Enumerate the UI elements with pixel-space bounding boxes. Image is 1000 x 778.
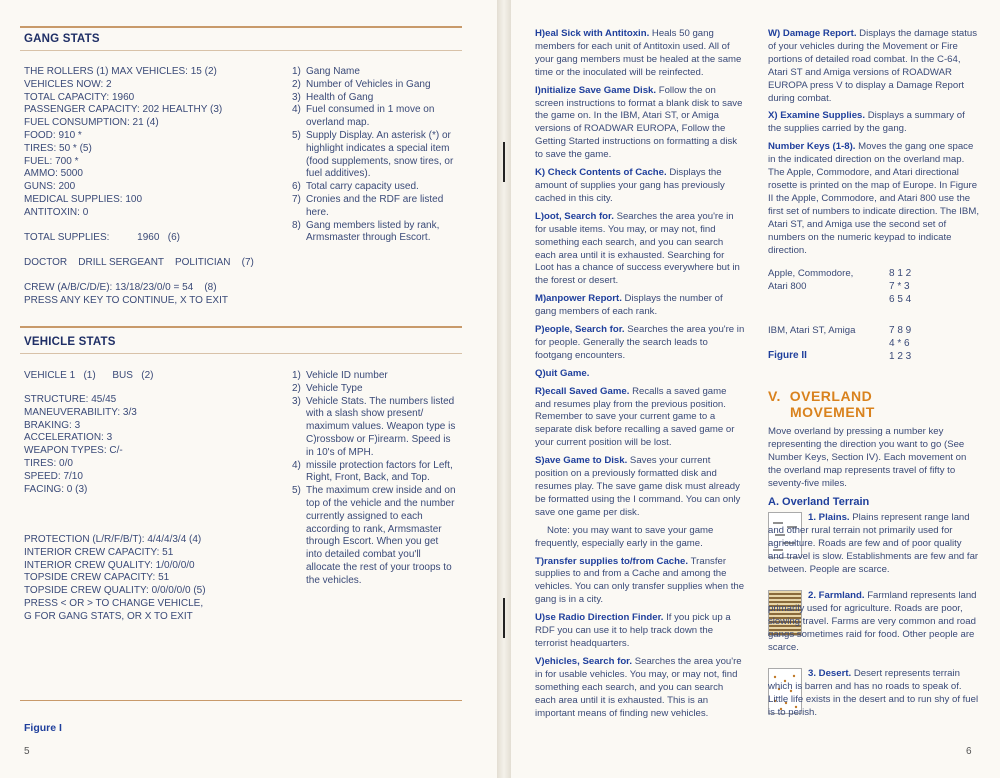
command-key: V)ehicles, Search for. (535, 655, 635, 667)
command-key: L)oot, Search for. (535, 210, 617, 222)
command-entry (535, 368, 745, 381)
note-item (292, 460, 456, 486)
note-item (292, 66, 456, 79)
command-entry (768, 110, 980, 136)
note-number: 4) (292, 104, 301, 116)
note-item (292, 130, 456, 181)
vehicle-bottom-line: PROTECTION (L/R/F/B/T): 4/4/4/3/4 (4) (24, 534, 202, 545)
command-entry (535, 85, 745, 162)
gang-stat-line: AMMO: 5000 (24, 168, 83, 180)
gang-stat-line: TOTAL CAPACITY: 1960 (24, 91, 135, 103)
note-item (292, 383, 456, 396)
command-key: Q)uit Game. (535, 367, 590, 379)
subsection-heading: A. Overland Terrain (768, 496, 870, 508)
note-number: 5) (292, 485, 301, 497)
command-entry (535, 28, 745, 80)
vehicle-sub-rule (20, 353, 462, 354)
vehicle-stat-line: SPEED: 7/10 (24, 470, 83, 482)
command-text: Heals 50 gang members for each unit of Antitoxin used. All of your gang members must be healed at the same time or the inoculated will be reinfected. (535, 28, 742, 78)
gang-stat-line: VEHICLES NOW: 2 (24, 78, 112, 90)
gang-stat-line: FUEL: 700 * (24, 155, 79, 167)
command-entry (535, 455, 745, 520)
command-key: T)ransfer supplies to/from Cache. (535, 555, 691, 567)
vehicle-stat-line: ACCELERATION: 3 (24, 432, 113, 444)
rosette-row: 4 * 6 (889, 337, 910, 349)
figure-1-label: Figure I (24, 722, 62, 734)
rosette-2-label: IBM, Atari ST, Amiga (768, 325, 856, 336)
note-item (292, 92, 456, 105)
terrain-key: 1. Plains. (808, 512, 853, 523)
command-key: Number Keys (1-8). (768, 141, 859, 153)
vehicle-bottom-line: INTERIOR CREW QUALITY: 1/0/0/0/0 (24, 559, 195, 571)
command-entry (535, 525, 745, 551)
terrain-entry (768, 590, 980, 655)
command-text: Note: you may want to save your game frequently, especially early in the game. (535, 524, 714, 549)
vehicle-stats-title: VEHICLE STATS (24, 336, 116, 348)
command-entry (535, 324, 745, 363)
note-text: Vehicle Type (306, 382, 363, 394)
terrain-key: 2. Farmland. (808, 590, 868, 601)
note-number: 2) (292, 382, 301, 394)
command-key: H)eal Sick with Antitoxin. (535, 28, 652, 39)
note-number: 3) (292, 395, 301, 407)
gang-top-rule (20, 26, 462, 28)
note-text: Supply Display. An asterisk (*) or highlight indicates a special item (food supplements, snow tires, or fuel additives). (306, 129, 454, 180)
gang-stat-line: ANTITOXIN: 0 (24, 206, 89, 218)
command-text: Transfer supplies to and from a Cache and among the vehicles. You can only transfer supplies when the gang is in a city. (535, 555, 745, 606)
note-text: Gang members listed by rank, Armsmaster through Escort. (306, 219, 440, 244)
vehicle-stat-line: STRUCTURE: 45/45 (24, 394, 117, 405)
gang-stat-line: PASSENGER CAPACITY: 202 HEALTHY (3) (24, 104, 223, 116)
right-page (511, 0, 1000, 778)
note-number: 8) (292, 219, 301, 231)
command-key: K) Check Contents of Cache. (535, 167, 670, 179)
vehicle-bottom-line: G FOR GANG STATS, OR X TO EXIT (24, 610, 193, 622)
note-number: 6) (292, 181, 301, 193)
note-number: 2) (292, 78, 301, 90)
command-text: If you pick up a RDF you can use it to help track down the terrorist headquarters. (535, 612, 731, 649)
gang-stats-lines (24, 66, 222, 220)
command-key: P)eople, Search for. (535, 324, 628, 336)
command-entry (535, 386, 745, 451)
note-text: missile protection factors for Left, Right, Front, Back, and Top. (306, 459, 453, 484)
vehicle-bottom-line: INTERIOR CREW CAPACITY: 51 (24, 546, 174, 558)
rosette-row: 1 2 3 (889, 350, 912, 362)
left-page (0, 0, 497, 778)
note-item (292, 104, 456, 130)
note-item (292, 194, 456, 220)
vehicle-stat-line: FACING: 0 (3) (24, 483, 88, 495)
command-entry (535, 612, 745, 651)
rosette-row: 6 5 4 (889, 293, 912, 305)
note-item (292, 396, 456, 460)
vehicle-bottom-line: TOPSIDE CREW CAPACITY: 51 (24, 572, 170, 584)
command-key: W) Damage Report. (768, 28, 860, 39)
terrain-text: Desert represents terrain which is barren and has no roads to speak of. Little life exists in the desert and to run shy of fuel is to perish. (768, 668, 979, 718)
vehicle-stat-line: TIRES: 0/0 (24, 457, 73, 469)
command-text: Saves your current position on a previously formatted disk and resumes play. The save game disk must already be formatted using the I command. You can only save one game per disk. (535, 455, 741, 518)
commands-column-1 (535, 28, 745, 725)
vehicle-top-rule (20, 326, 462, 328)
rosette-row: 7 * 3 (889, 280, 910, 292)
command-key: U)se Radio Direction Finder. (535, 612, 667, 624)
command-key: X) Examine Supplies. (768, 110, 868, 122)
gang-stat-line: FOOD: 910 * (24, 129, 82, 141)
section-heading: V. OVERLAND MOVEMENT (768, 388, 875, 420)
command-entry (768, 141, 980, 257)
command-text: Searches the area you're in for people. Generally the search leads to footgang encounters. (535, 324, 745, 361)
note-text: Fuel consumed in 1 move on overland map. (306, 104, 435, 129)
gang-total-line: TOTAL SUPPLIES: 1960 (6) (24, 232, 180, 243)
command-entry (535, 167, 745, 206)
page-number-left: 5 (24, 746, 30, 757)
book-gutter (497, 0, 511, 778)
command-text: Displays the damage status of your vehicles during the Movement or Fire portions of detailed road combat. In the C-64, Atari ST and Amiga versions of ROADWAR EUROPA press V to display a Damage Report during combat. (768, 28, 978, 104)
note-text: Vehicle Stats. The numbers listed with a slash show present/ maximum values. Weapon type is C)rossbow or F)irearm. Speed is in 10's of MPH. (306, 395, 456, 458)
note-number: 7) (292, 193, 301, 205)
command-key: I)nitialize Save Game Disk. (535, 84, 659, 96)
note-text: Total carry capacity used. (306, 181, 419, 193)
note-text: Health of Gang (306, 91, 374, 103)
rosette-1-label: Apple, Commodore, Atari 800 (768, 268, 854, 292)
note-text: The maximum crew inside and on top of the vehicle and the number currently assigned to each according to rank, Armsmaster through Escort. When you get into detailed combat you'll allocate the rest of your troops to the vehicles. (306, 485, 456, 586)
command-entry (535, 211, 745, 288)
binder-ring-1 (503, 142, 505, 182)
gang-stat-line: FUEL CONSUMPTION: 21 (4) (24, 117, 159, 129)
command-entry (535, 556, 745, 608)
command-entry (768, 28, 980, 105)
terrain-text: Farmland represents land primarily used for agriculture. Roads are poor, slowing travel. Farms are very common and road gangs sometimes raid for food. Other people are scarce. (768, 590, 977, 653)
vehicle-notes (292, 370, 456, 588)
binder-ring-2 (503, 598, 505, 638)
rosette-row: 8 1 2 (889, 268, 912, 279)
note-item (292, 370, 456, 383)
note-text: Vehicle ID number (306, 370, 388, 381)
terrain-text: Plains represent range land and other rural terrain not primarily used for agriculture. Roads are few and of poor quality and travel is slow. Establishments are few and far between. People are scarce. (768, 512, 979, 575)
note-number: 4) (292, 459, 301, 471)
rosette-row: 7 8 9 (889, 325, 912, 336)
note-number: 3) (292, 91, 301, 103)
gang-notes (292, 66, 456, 245)
rosette-2 (889, 325, 911, 363)
command-text: Recalls a saved game and resumes play from the previous position. Remember to save your current game to a separate disk before recalling a saved game or your current position will be lost. (535, 385, 735, 449)
command-text: Displays the amount of supplies your gang has previously cached in this city. (535, 167, 725, 204)
command-text: Searches the area you're in for usable vehicles. You may, or may not, find something each search, and you can search each area until it is exhausted. This is an important means of finding new vehicles. (535, 655, 742, 719)
note-number: 1) (292, 370, 301, 381)
terrain-entry (768, 668, 980, 720)
command-text: Searches the area you're in for usable items. You may, or may not, find something each search, and you can search each area until it is exhausted. Searching for Loot has a chance of success everywhere but in the forest or desert. (535, 210, 740, 287)
command-text: Displays a summary of the supplies carried by the gang. (768, 110, 965, 135)
vehicle-header-line: VEHICLE 1 (1) BUS (2) (24, 370, 154, 381)
command-key: S)ave Game to Disk. (535, 455, 630, 467)
page-number-right: 6 (966, 746, 972, 757)
note-item (292, 220, 456, 246)
gang-stat-line: THE ROLLERS (1) MAX VEHICLES: 15 (2) (24, 66, 217, 77)
command-key: M)anpower Report. (535, 293, 625, 305)
vehicle-bottom-lines (24, 534, 206, 624)
gang-crew-line: CREW (A/B/C/D/E): 13/18/23/0/0 = 54 (8) (24, 282, 217, 293)
note-text: Number of Vehicles in Gang (306, 78, 431, 90)
gang-press-line: PRESS ANY KEY TO CONTINUE, X TO EXIT (24, 295, 228, 306)
note-number: 5) (292, 129, 301, 141)
vehicle-bottom-line: TOPSIDE CREW QUALITY: 0/0/0/0/0 (5) (24, 585, 206, 597)
gang-stat-line: TIRES: 50 * (5) (24, 142, 92, 154)
figure-2-label: Figure II (768, 350, 807, 361)
gang-stat-line: MEDICAL SUPPLIES: 100 (24, 193, 143, 205)
gang-stat-line: GUNS: 200 (24, 181, 76, 193)
terrain-key: 3. Desert. (808, 668, 854, 679)
vehicle-stats-lines (24, 394, 137, 496)
vehicle-bottom-line: PRESS < OR > TO CHANGE VEHICLE, (24, 597, 204, 609)
command-entry (535, 656, 745, 721)
command-text: Displays the number of gang members of each rank. (535, 293, 723, 318)
bottom-rule (20, 700, 462, 701)
command-entry (535, 293, 745, 319)
note-item (292, 485, 456, 587)
terrain-entry (768, 512, 980, 577)
vehicle-stat-line: MANEUVERABILITY: 3/3 (24, 406, 137, 418)
note-item (292, 79, 456, 92)
note-item (292, 181, 456, 194)
vehicle-stat-line: WEAPON TYPES: C/- (24, 445, 123, 457)
vehicle-stat-line: BRAKING: 3 (24, 419, 81, 431)
commands-column-2 (768, 28, 980, 262)
note-text: Cronies and the RDF are listed here. (306, 193, 444, 218)
note-text: Gang Name (306, 66, 360, 77)
gang-sub-rule (20, 50, 462, 51)
command-text: Follow the on screen instructions to format a blank disk to save the game on. In the IBM, Atari ST, or Amiga versions of ROADWAR EUROPA, Follow the Getting Started instructions on formatting a disk to save the game. (535, 84, 743, 161)
gang-stats-title: GANG STATS (24, 33, 100, 45)
command-key: R)ecall Saved Game. (535, 385, 633, 397)
note-number: 1) (292, 66, 301, 77)
section-intro: Move overland by pressing a number key representing the direction you want to go (See Number Keys, Section IV). Each movement on the overland map represents travel of fifty to seventy-five miles. (768, 426, 967, 489)
rosette-1 (889, 268, 911, 306)
command-text: Moves the gang one space in the indicated direction on the overland map. The Apple, Commodore, and Atari directional rosette is printed on the map of Europe. In Figure II the Apple, Commodore, and Atari 800 use the first set of numbers to indicate direction. The IBM, Atari ST, and Amiga use the second set of numbers on the numeric keypad to indicate direction. (768, 141, 979, 256)
gang-crew-types: DOCTOR DRILL SERGEANT POLITICIAN (7) (24, 257, 254, 268)
